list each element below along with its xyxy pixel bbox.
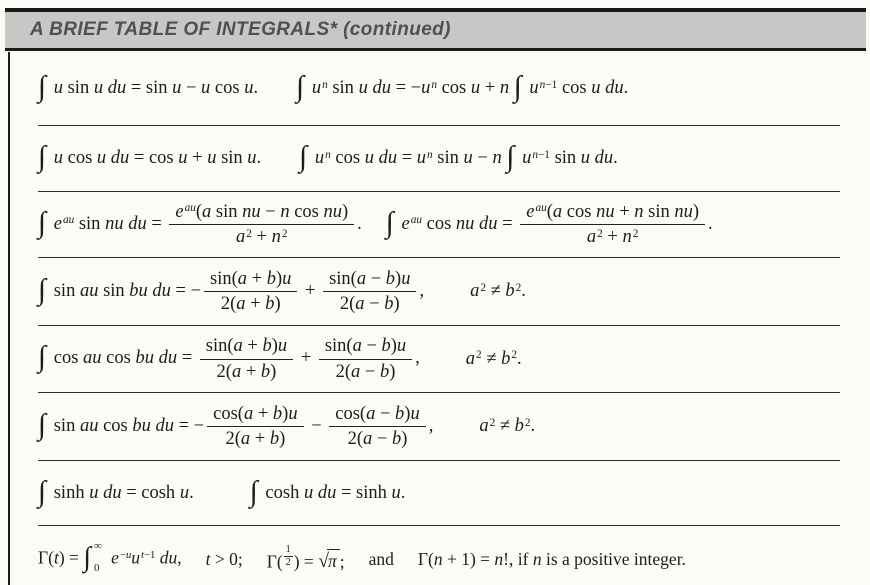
fraction: $\frac{\sin(a + b)u}{2(a + b)}$ [204, 268, 297, 315]
page-title: A BRIEF TABLE OF INTEGRALS* (continued) [30, 19, 451, 40]
table-row [38, 192, 840, 258]
table-row [38, 326, 840, 393]
formula: ∫ sin au cos bu du = − $\frac{\cos(a + b)u}{2(a + b)}$ − $\frac{\cos(a - b)u}{2(a - b)}$ , [38, 403, 434, 449]
formula: ∫ cos au cos bu du = $\frac{\sin(a + b)u}{2(a + b)}$ + $\frac{\sin(a - b)u}{2(a - b)}$ , [38, 336, 420, 382]
table-row [38, 461, 840, 526]
formula: $a^2 \ne b^2$. [479, 416, 536, 436]
table-body [8, 52, 864, 585]
table-row [38, 258, 840, 326]
formula: ∫ $e^{au}$ cos nu du = $\frac{e^{au}(a \cos nu + n \sin nu)}{a^2 + n^2}$ . [385, 201, 713, 247]
table-row [38, 526, 840, 585]
table-header-bar [5, 8, 866, 51]
table-row [38, 393, 840, 461]
fraction: $\frac{\cos(a - b)u}{2(a - b)}$ [329, 403, 425, 450]
formula: Γ( $\frac{1}{2}$ ) = √π ; [266, 543, 345, 573]
fraction: $\frac{e^{au}(a \cos nu + n \sin nu)}{a^2 + n^2}$ [520, 201, 705, 248]
fraction: $\frac{e^{au}(a \sin nu - n \cos nu)}{a^2 + n^2}$ [169, 201, 354, 248]
formula: ∫ sinh u du = cosh u. [38, 475, 194, 508]
formula: ∫ u sin u du = sin u − u cos u. [38, 71, 259, 103]
formula: ∫ $u^n$ sin u du = $-u^n$ cos u + n ∫ $u^{n-1}$ cos u du. [296, 71, 629, 103]
table-row [38, 52, 840, 126]
formula: ∫ u cos u du = cos u + u sin u. [38, 141, 262, 173]
formula: Γ(t) = ∫ ∞ 0 $e^{-u}u^{t-1}$ du, [38, 539, 182, 574]
formula: $a^2 \ne b^2$. [470, 281, 526, 301]
formula: t > 0; [205, 548, 243, 569]
formula: ∫ $u^n$ cos u du = $u^n$ sin u − n ∫ $u^{n-1}$ sin u du. [299, 141, 618, 173]
table-row [38, 126, 840, 192]
fraction: $\frac{\cos(a + b)u}{2(a + b)}$ [207, 403, 303, 450]
formula: and [368, 548, 394, 569]
formula: ∫ $e^{au}$ sin nu du = $\frac{e^{au}(a \sin nu - n \cos nu)}{a^2 + n^2}$ . [38, 201, 362, 247]
radical-sign: √π [318, 549, 340, 573]
formula: Γ(n + 1) = n!, if n is a positive integer. [417, 548, 686, 569]
formula: ∫ sin au sin bu du = − $\frac{\sin(a + b)u}{2(a + b)}$ + $\frac{\sin(a - b)u}{2(a - b)}$ , [38, 268, 425, 314]
integral-limits: ∞ 0 [93, 539, 102, 574]
fraction: $\frac{1}{2}$ [285, 543, 291, 568]
formula: ∫ cosh u du = sinh u. [249, 475, 406, 508]
formula: $a^2 \ne b^2$. [465, 348, 522, 369]
fraction: $\frac{\sin(a + b)u}{2(a + b)}$ [200, 335, 293, 382]
fraction: $\frac{\sin(a - b)u}{2(a - b)}$ [323, 268, 416, 315]
fraction: $\frac{\sin(a - b)u}{2(a - b)}$ [319, 335, 412, 382]
